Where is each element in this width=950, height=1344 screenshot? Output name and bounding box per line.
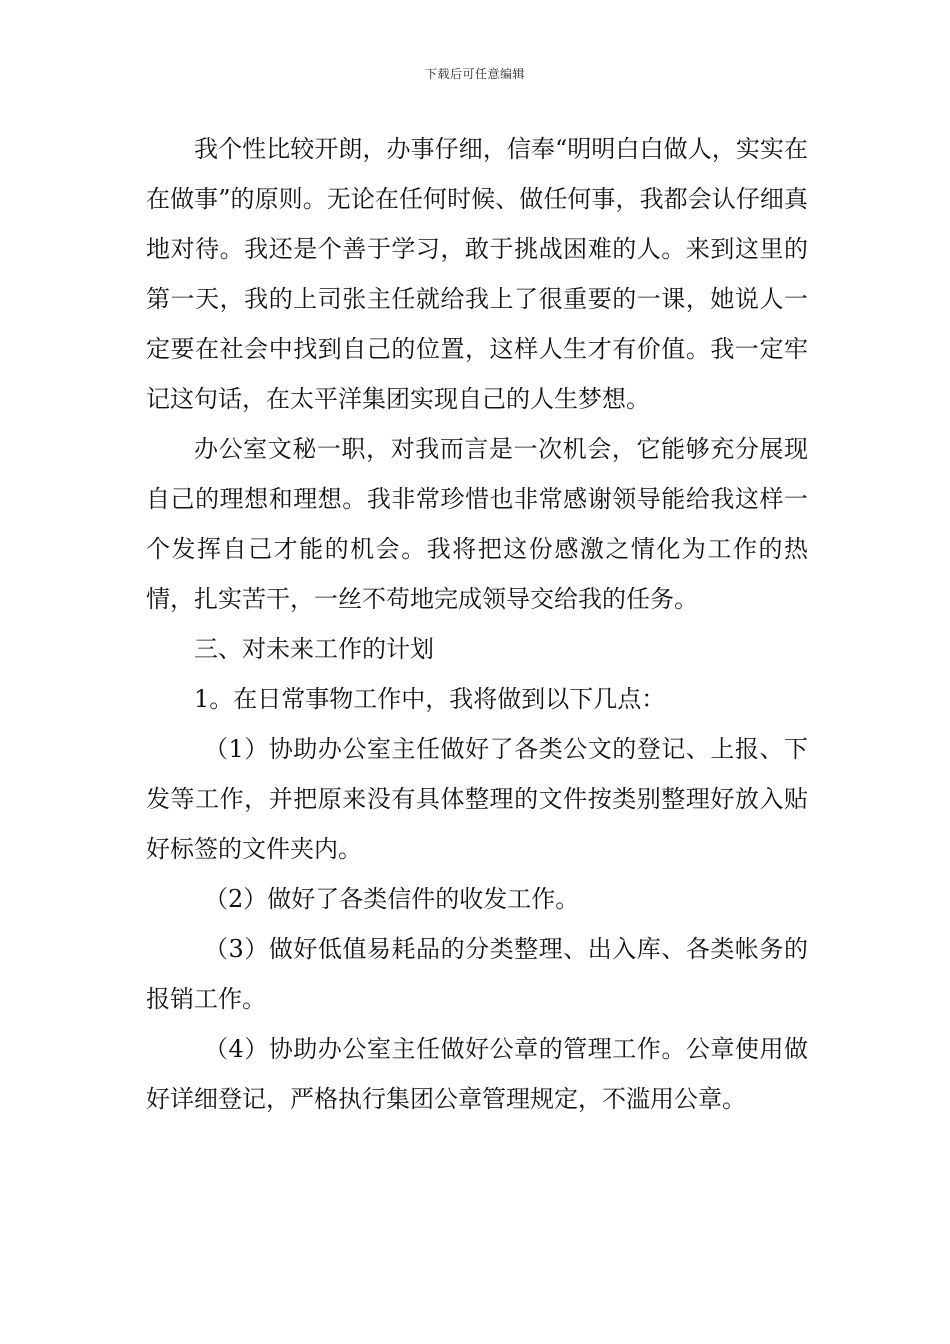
paragraph-personality: 我个性比较开朗，办事仔细，信奉“明明白白做人，实实在在做事”的原则。无论在任何时候、做任何事，我都会认仔细真地对待。我还是个善于学习，敢于挑战困难的人。来到这里的第一天，我的上司张主任就给我上了很重要的一课，她说人一定要在社会中找到自己的位置，这样人生才有价值。我一定牢记这句话，在太平洋集团实现自己的人生梦想。 (146, 135, 808, 413)
paragraph-job-opportunity: 办公室文秘一职，对我而言是一次机会，它能够充分展现自己的理想和理想。我非常珍惜也非常感谢领导能给我这样一个发挥自己才能的机会。我将把这份感激之情化为工作的热情，扎实苦干，一丝不苟地完成领导交给我的任务。 (146, 435, 808, 613)
list-item-document-registration: （1）协助办公室主任做好了各类公文的登记、上报、下发等工作，并把原来没有具体整理的文件按类别整理好放入贴好标签的文件夹内。 (146, 735, 808, 863)
list-item-daily-work: 1。在日常事物工作中，我将做到以下几点： (194, 685, 666, 713)
section-heading-future-plan: 三、对未来工作的计划 (194, 635, 434, 663)
document-body (146, 124, 808, 1124)
header-note: 下载后可任意编辑 (424, 67, 525, 81)
list-item-seal-management: （4）协助办公室主任做好公章的管理工作。公章使用做好详细登记，严格执行集团公章管理规定，不滥用公章。 (146, 1035, 808, 1113)
list-item-consumables: （3）做好低值易耗品的分类整理、出入库、各类帐务的报销工作。 (146, 935, 808, 1013)
list-item-mail-handling: （2）做好了各类信件的收发工作。 (204, 885, 580, 913)
